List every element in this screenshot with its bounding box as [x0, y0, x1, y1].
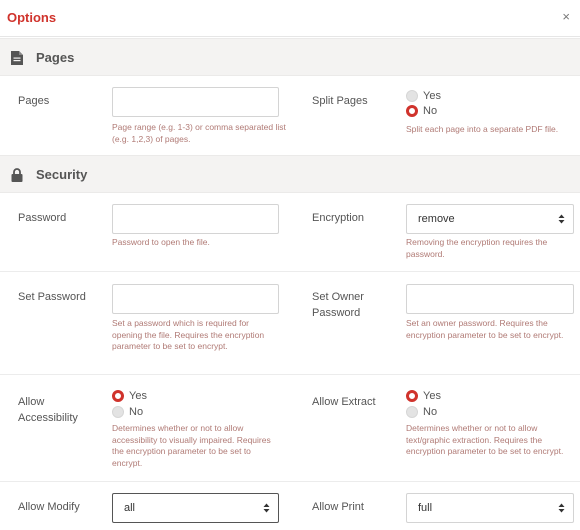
set-owner-password-input[interactable]	[406, 284, 574, 314]
radio-selected-icon	[406, 105, 418, 117]
allow-modify-label: Allow Modify	[18, 501, 80, 513]
sort-arrows-icon	[558, 503, 565, 513]
form-row-modify-print	[0, 482, 580, 530]
set-owner-password-help: Set an owner password. Requires the encryption parameter to be set to encrypt.	[406, 318, 564, 340]
encryption-help: Removing the encryption requires the password.	[406, 237, 548, 259]
encryption-value: remove	[418, 213, 455, 225]
allow-accessibility-help: Determines whether or not to allow accessibility to visually impaired. Requires the encryption parameter to be set to encrypt.	[112, 423, 271, 468]
radio-selected-icon	[406, 390, 418, 402]
split-pages-label: Split Pages	[312, 95, 368, 107]
section-title-pages: Pages	[36, 50, 75, 65]
allow-extract-label: Allow Extract	[312, 396, 376, 408]
form-row-password	[0, 193, 580, 272]
allow-accessibility-label: Allow Accessibility	[18, 396, 78, 424]
set-password-label: Set Password	[18, 291, 86, 303]
sort-arrows-icon	[263, 503, 270, 513]
set-password-input[interactable]	[112, 284, 279, 314]
radio-label: No	[423, 105, 438, 117]
sort-arrows-icon	[558, 214, 565, 224]
encryption-select[interactable]	[406, 204, 574, 234]
radio-unselected-icon	[112, 406, 124, 418]
radio-unselected-icon	[406, 90, 418, 102]
radio-label: No	[423, 406, 438, 418]
pages-label: Pages	[18, 95, 50, 107]
form-row-pages	[0, 76, 580, 156]
allow-print-label: Allow Print	[312, 501, 364, 513]
allow-print-value: full	[418, 502, 433, 514]
dialog-header	[0, 0, 580, 37]
radio-selected-icon	[112, 390, 124, 402]
radio-label: Yes	[423, 390, 441, 402]
allow-modify-select[interactable]	[112, 493, 279, 523]
set-password-help: Set a password which is required for opening the file. Requires the encryption parameter to be set to encrypt.	[112, 318, 265, 351]
section-header-pages	[0, 38, 580, 76]
form-row-permissions	[0, 375, 580, 482]
encryption-label: Encryption	[312, 212, 364, 224]
close-icon[interactable]: ×	[562, 9, 570, 24]
allow-print-select[interactable]	[406, 493, 574, 523]
radio-unselected-icon	[406, 406, 418, 418]
document-icon	[11, 51, 23, 65]
set-owner-password-label: Set Owner Password	[312, 291, 364, 319]
section-title-security: Security	[36, 167, 88, 182]
dialog-title: Options	[7, 10, 57, 25]
lock-icon	[11, 168, 23, 182]
form-row-set-password	[0, 272, 580, 375]
radio-label: No	[129, 406, 144, 418]
password-label: Password	[18, 212, 67, 224]
allow-modify-value: all	[124, 502, 136, 514]
password-help: Password to open the file.	[112, 237, 210, 247]
password-input[interactable]	[112, 204, 279, 234]
section-header-security	[0, 155, 580, 193]
allow-extract-help: Determines whether or not to allow text/graphic extraction. Requires the encryption parameter to be set to encrypt.	[406, 423, 564, 456]
radio-label: Yes	[423, 90, 441, 102]
pages-input[interactable]	[112, 87, 279, 117]
radio-label: Yes	[129, 390, 147, 402]
split-pages-help: Split each page into a separate PDF file.	[406, 124, 559, 134]
pages-help: Page range (e.g. 1-3) or comma separated list (e.g. 1,2,3) of pages.	[112, 122, 286, 144]
